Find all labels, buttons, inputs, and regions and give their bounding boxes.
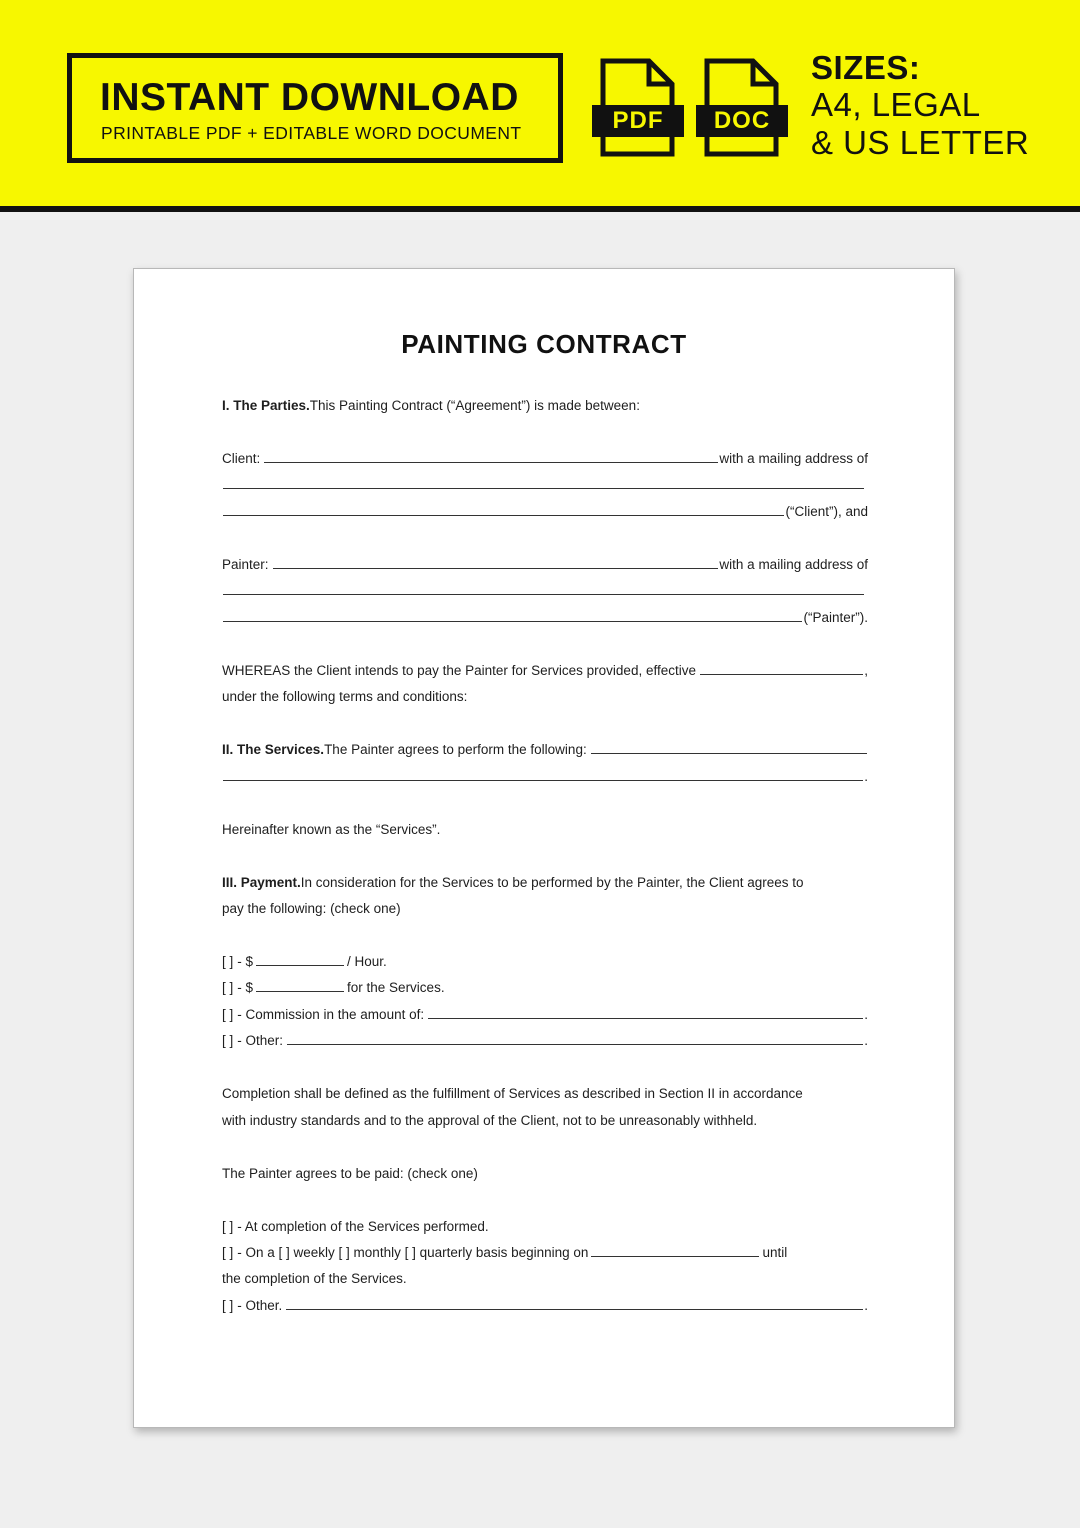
payment-other-period: .	[864, 1033, 868, 1048]
client-address-field-1[interactable]	[223, 476, 864, 489]
client-name-field[interactable]	[264, 450, 718, 463]
instant-download-box	[67, 53, 563, 163]
hour-suffix: / Hour.	[347, 954, 387, 969]
payment-line-2	[222, 900, 868, 918]
services-line-1	[222, 741, 868, 759]
checkbox-paid-basis[interactable]: [ ]	[222, 1245, 234, 1260]
paid-basis-text-2: the completion of the Services.	[222, 1271, 407, 1286]
doc-file-icon	[696, 58, 788, 158]
client-address-label: with a mailing address of	[719, 451, 868, 466]
services-prefix: - $	[237, 980, 254, 995]
paid-other-field[interactable]	[286, 1297, 863, 1310]
painter-end-label: (“Painter”).	[803, 610, 868, 625]
painter-address-field-2[interactable]	[223, 609, 802, 622]
painter-address-line-1	[222, 582, 868, 595]
commission-field[interactable]	[428, 1006, 863, 1019]
services-field-1[interactable]	[591, 741, 867, 754]
paid-intro-line	[222, 1165, 868, 1183]
payment-text-2: pay the following: (check one)	[222, 901, 401, 916]
parties-heading: I. The Parties.	[222, 398, 310, 413]
services-field-2[interactable]	[223, 768, 863, 781]
completion-line-1	[222, 1085, 868, 1103]
payment-line-1	[222, 874, 868, 892]
whereas-comma: ,	[864, 663, 868, 678]
painter-name-field[interactable]	[273, 556, 719, 569]
painter-address-field-1[interactable]	[223, 582, 864, 595]
checkbox-hourly[interactable]: [ ]	[222, 954, 234, 969]
pdf-file-label: PDF	[592, 105, 684, 137]
pdf-file-icon	[592, 58, 684, 158]
checkbox-paid-other[interactable]: [ ]	[222, 1298, 234, 1313]
services-suffix: for the Services.	[347, 980, 445, 995]
client-address-line-1	[222, 476, 868, 489]
payment-other-label: - Other:	[237, 1033, 284, 1048]
client-end-label: (“Client”), and	[785, 504, 868, 519]
paid-option-basis	[222, 1244, 868, 1262]
sizes-line-2: & US LETTER	[811, 124, 1030, 161]
paid-option-basis-line-2	[222, 1270, 868, 1288]
services-text: The Painter agrees to perform the following:	[324, 742, 587, 757]
download-subtitle: PRINTABLE PDF + EDITABLE WORD DOCUMENT	[101, 123, 522, 143]
hereinafter-line	[222, 821, 868, 839]
commission-period: .	[864, 1007, 868, 1022]
hourly-rate-field[interactable]	[256, 953, 344, 966]
client-address-field-2[interactable]	[223, 503, 784, 516]
paid-basis-until: until	[762, 1245, 788, 1260]
contract-page	[133, 268, 955, 1428]
payment-text: In consideration for the Services to be performed by the Painter, the Client agrees to	[300, 875, 804, 890]
services-line-2	[222, 768, 868, 786]
checkbox-payment-other[interactable]: [ ]	[222, 1033, 234, 1048]
paid-option-completion	[222, 1218, 868, 1236]
painter-label: Painter:	[222, 557, 269, 572]
whereas-text-2: under the following terms and conditions:	[222, 689, 468, 704]
payment-option-commission	[222, 1006, 868, 1024]
basis-start-date-field[interactable]	[591, 1244, 759, 1257]
paid-intro: The Painter agrees to be paid: (check one)	[222, 1166, 478, 1181]
completion-line-2	[222, 1112, 868, 1130]
paid-option-other	[222, 1297, 868, 1315]
whereas-text: WHEREAS the Client intends to pay the Painter for Services provided, effective	[222, 663, 696, 678]
paid-completion-text: - At completion of the Services performed.	[237, 1219, 489, 1234]
client-line	[222, 450, 868, 468]
doc-file-label: DOC	[696, 105, 788, 137]
painter-address-label: with a mailing address of	[719, 557, 868, 572]
payment-other-field[interactable]	[287, 1032, 863, 1045]
hour-prefix: - $	[237, 954, 254, 969]
checkbox-paid-completion[interactable]: [ ]	[222, 1219, 234, 1234]
sizes-info	[811, 50, 1029, 162]
document-title: PAINTING CONTRACT	[401, 329, 687, 359]
services-period: .	[864, 769, 868, 784]
services-heading: II. The Services.	[222, 742, 325, 757]
painter-line	[222, 556, 868, 574]
parties-intro	[222, 397, 868, 415]
payment-heading: III. Payment.	[222, 875, 301, 890]
paid-basis-text: - On a [ ] weekly [ ] monthly [ ] quarterly basis beginning on	[237, 1245, 589, 1260]
painter-address-line-2	[222, 609, 868, 627]
whereas-line-2	[222, 688, 868, 706]
payment-option-hour	[222, 953, 868, 971]
completion-text-2: with industry standards and to the approval of the Client, not to be unreasonably withheld.	[222, 1113, 758, 1128]
sizes-label: SIZES:	[811, 49, 921, 86]
effective-date-field[interactable]	[700, 662, 863, 675]
payment-option-services	[222, 979, 868, 997]
payment-option-other	[222, 1032, 868, 1050]
client-address-line-2	[222, 503, 868, 521]
paid-other-label: - Other.	[237, 1298, 283, 1313]
paid-other-period: .	[864, 1298, 868, 1313]
flat-fee-field[interactable]	[256, 979, 344, 992]
commission-label: - Commission in the amount of:	[237, 1007, 425, 1022]
checkbox-commission[interactable]: [ ]	[222, 1007, 234, 1022]
download-title: INSTANT DOWNLOAD	[100, 76, 519, 119]
checkbox-flat-fee[interactable]: [ ]	[222, 980, 234, 995]
hereinafter-text: Hereinafter known as the “Services”.	[222, 822, 441, 837]
parties-text: This Painting Contract (“Agreement”) is made between:	[309, 398, 640, 413]
whereas-line-1	[222, 662, 868, 680]
client-label: Client:	[222, 451, 261, 466]
promo-banner	[0, 0, 1080, 212]
sizes-line-1: A4, LEGAL	[811, 86, 981, 123]
completion-text-1: Completion shall be defined as the fulfillment of Services as described in Section II in accordance	[222, 1086, 803, 1101]
